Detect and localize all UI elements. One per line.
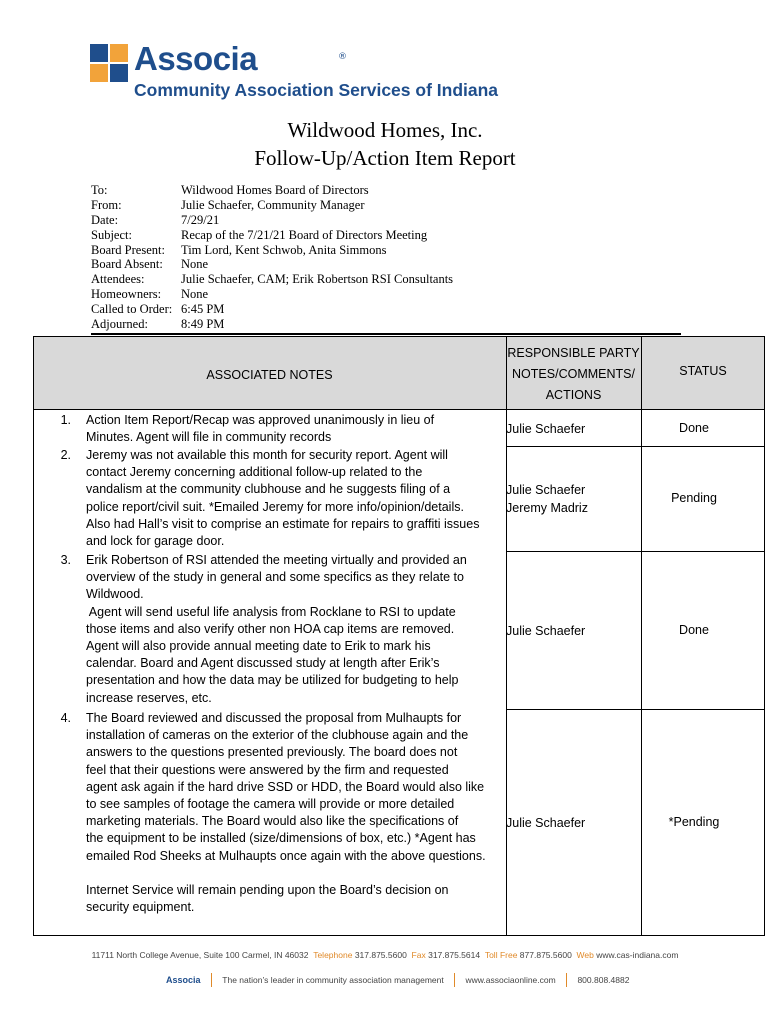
responsible-name: Jeremy Madriz [506,501,588,515]
note-line: Minutes. Agent will file in community records [86,430,332,445]
row-status: Pending [671,491,717,505]
header-status: STATUS [679,364,727,378]
note-line: police report/civil suit. *Emailed Jeremy for more info/opinion/details. [86,499,464,514]
memo-value: None [181,257,209,272]
note-line: to see samples of footage the camera will provide or more detailed [86,797,455,812]
row-notes [86,710,501,916]
memo-label: Attendees: [91,272,145,287]
row-responsible [506,420,641,438]
row-number: 4. [60,711,71,725]
row-notes [86,412,501,446]
footer-contact-line [0,950,770,960]
note-line: the equipment to be installed (size/dimensions of box, etc.) *Agent has [86,831,476,846]
header-status-cell [641,336,765,409]
note-line: Also had Hall’s visit to comprise an estimate for repairs to graffiti issues [86,516,480,531]
note-line: installation of cameras on the exterior of the clubhouse again and the [86,728,469,743]
memo-value: Tim Lord, Kent Schwob, Anita Simmons [181,242,387,257]
row-divider [506,551,765,552]
footer-telephone: 317.875.5600 [354,950,407,960]
table-border-bottom [33,935,765,936]
memo-label: Adjourned: [91,317,148,332]
row-status: Done [679,623,709,637]
memo-value: Julie Schaefer, CAM; Erik Robertson RSI Consultants [181,272,454,287]
logo-name: Associa [134,40,258,77]
note-line: Wildwood. [86,587,144,602]
header-responsible-line3: ACTIONS [545,388,602,402]
note-line: those items and also verify other non HOA cap items are removed. [86,621,455,636]
table-border-left [33,336,34,936]
memo-label: Board Absent: [91,257,163,272]
note-line: calendar. Board and Agent discussed study at length after Erik’s [86,656,440,671]
note-line: emailed Rod Sheeks at Mulhaupts once again with the above questions. [86,848,486,863]
footer-web-link[interactable]: www.cas-indiana.com [596,950,679,960]
footer-separator [566,973,567,987]
footer-tollfree-label: Toll Free [484,950,518,960]
row-notes [86,552,501,707]
footer-separator [211,973,212,987]
footer-phone: 800.808.4882 [577,974,630,985]
note-line: and lock for garage door. [86,534,225,549]
memo-divider [91,333,681,335]
note-line: agent ask again if the hard drive SSD or HDD, the Board would also like [86,779,485,794]
row-responsible [506,481,641,517]
footer-brand-line [166,972,629,986]
report-company-title: Wildwood Homes, Inc. [287,118,483,142]
memo-label: Called to Order: [91,302,173,317]
memo-label: To: [91,183,108,197]
footer-tollfree: 877.875.5600 [519,950,572,960]
row-responsible [506,814,641,832]
footer-site-link[interactable]: www.associaonline.com [465,974,556,985]
note-line: Jeremy was not available this month for security report. Agent will [86,448,448,462]
action-item-table [33,336,765,936]
row-number: 3. [60,553,71,567]
note-line: Action Item Report/Recap was approved unanimously in lieu of [86,413,435,427]
memo-value: Recap of the 7/21/21 Board of Directors Meeting [181,227,428,242]
row-status: Done [679,421,709,435]
memo-label: From: [91,197,122,212]
note-line: answers to the questions presented previously. The board does not [86,745,458,760]
row-notes [86,447,501,550]
associa-logo-mark-icon [90,44,128,82]
memo-value: 6:45 PM [181,302,225,317]
note-line: increase reserves, etc. [86,690,212,705]
note-line: vandalism at the community clubhouse and he suggests filing of a [86,482,451,497]
header-notes: ASSOCIATED NOTES [206,368,333,382]
header-divider [33,409,765,410]
memo-value: Wildwood Homes Board of Directors [181,183,369,197]
note-line: overview of the study in general and some specifics as they relate to [86,570,464,585]
row-responsible [506,622,641,640]
memo-label: Subject: [91,227,132,242]
footer-telephone-label: Telephone [313,950,353,960]
note-line: The Board reviewed and discussed the proposal from Mulhaupts for [86,711,462,725]
logo-registered-mark: ® [338,52,347,62]
header-responsible-line2: NOTES/COMMENTS/ [512,367,635,381]
logo-subtitle: Community Association Services of Indiana [134,80,499,100]
footer-separator [454,973,455,987]
memo-value: 7/29/21 [181,212,220,227]
footer-address: 11711 North College Avenue, Suite 100 Carmel, IN 46032 [91,950,309,960]
memo-value: None [181,287,209,302]
responsible-name: Julie Schaefer [506,422,586,436]
footer-fax: 317.875.5614 [428,950,481,960]
footer-brand: Associa [166,974,201,985]
row-number: 2. [60,448,71,462]
note-line: Erik Robertson of RSI attended the meeting virtually and provided an [86,553,467,567]
footer-web-label: Web [576,950,594,960]
note-line: contact Jeremy concerning additional follow-up related to the [86,465,423,480]
table-border-top [33,336,765,337]
row-divider [506,446,765,447]
responsible-name: Julie Schaefer [506,483,586,497]
row-divider [506,709,765,710]
footer-fax-label: Fax [411,950,426,960]
note-line: Internet Service will remain pending upon the Board’s decision on [86,882,449,897]
note-line: presentation and how the data may be utilized for budgeting to help [86,673,459,688]
report-title: Follow-Up/Action Item Report [254,146,516,170]
row-number: 1. [60,413,71,427]
note-line: marketing materials. The Board would also like the specifications of [86,814,459,829]
note-line: feel that their questions were answered by the firm and requested [86,762,449,777]
row-status: *Pending [668,815,720,829]
header-responsible-cell [506,336,641,409]
memo-value: 8:49 PM [181,317,225,332]
note-line: Agent will send useful life analysis from Rocklane to RSI to update [86,604,456,619]
memo-label: Board Present: [91,242,165,257]
table-border-right [764,336,765,936]
footer-tagline: The nation’s leader in community association management [222,974,444,985]
responsible-name: Julie Schaefer [506,624,586,638]
memo-label: Date: [91,212,119,227]
note-line: Agent will also provide annual meeting date to Erik to mark his [86,639,431,654]
memo-label: Homeowners: [91,287,162,302]
memo-value: Julie Schaefer, Community Manager [181,197,365,212]
responsible-name: Julie Schaefer [506,816,586,830]
header-responsible-line1: RESPONSIBLE PARTY [507,346,640,360]
header-notes-cell [33,336,506,409]
note-line: security equipment. [86,900,195,915]
